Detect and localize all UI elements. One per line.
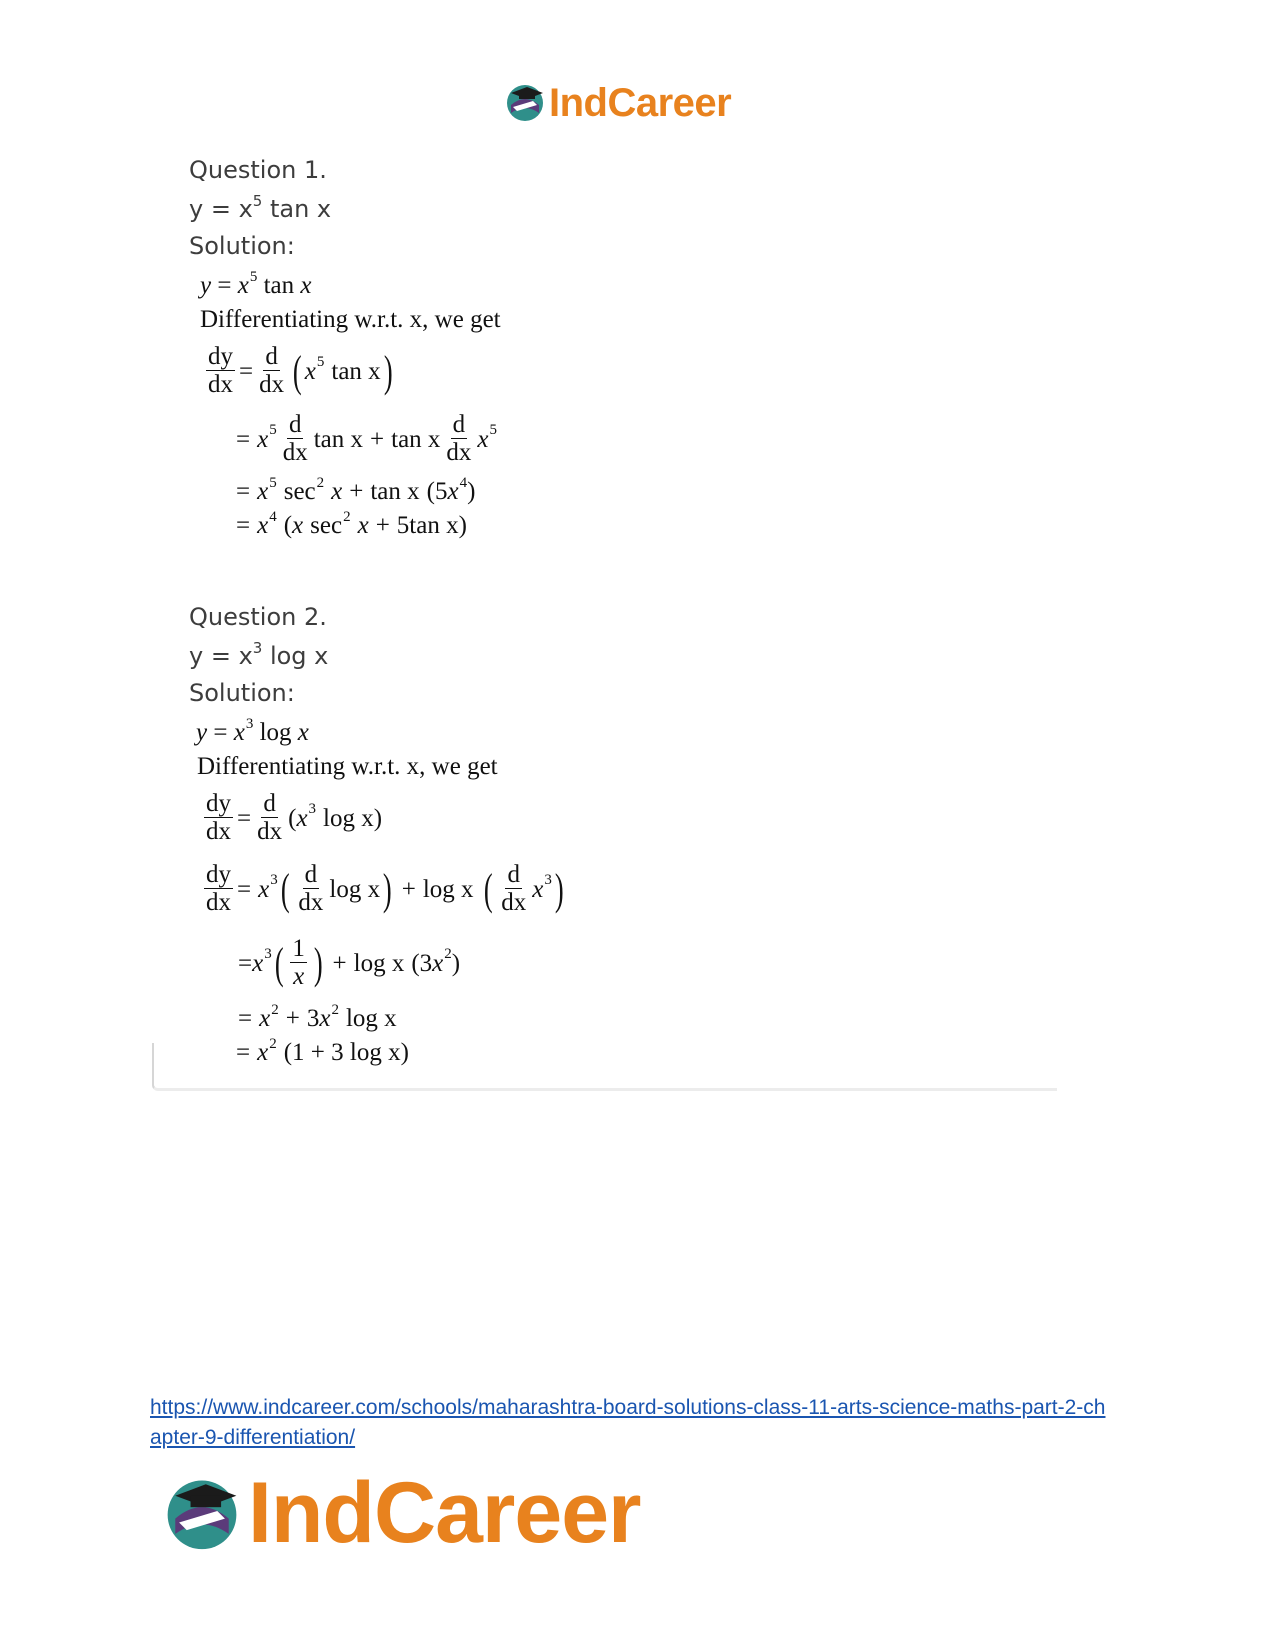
question-1-heading: Question 1. bbox=[189, 156, 327, 184]
var: x bbox=[292, 512, 304, 539]
num: dy bbox=[208, 343, 233, 370]
question-1-solution-label: Solution: bbox=[189, 232, 295, 260]
fraction-d-dx bbox=[281, 412, 310, 467]
var: x bbox=[432, 949, 444, 977]
var: x bbox=[237, 272, 249, 299]
den: dx bbox=[208, 371, 233, 398]
fraction-d-dx bbox=[257, 344, 286, 399]
paren: ( bbox=[280, 864, 290, 914]
exp: 5 bbox=[316, 354, 325, 370]
num: d bbox=[507, 861, 520, 888]
var: x bbox=[259, 1005, 271, 1032]
eq-sign: = bbox=[236, 478, 251, 505]
tan-x: tan x bbox=[313, 425, 364, 453]
exp: 3 bbox=[270, 872, 278, 888]
problem-exponent: 3 bbox=[252, 639, 263, 657]
exp: 4 bbox=[269, 508, 277, 525]
question-2-problem bbox=[189, 641, 328, 670]
q1-step-given: y = x $^5$ tan x bbox=[200, 268, 312, 299]
eq-sign: = bbox=[238, 949, 253, 977]
question-2-solution-label: Solution: bbox=[189, 679, 295, 707]
den: dx bbox=[282, 439, 308, 466]
log-x: log x bbox=[345, 1005, 397, 1032]
footer-logo bbox=[160, 1464, 641, 1561]
tan-x: tan x bbox=[331, 357, 381, 385]
den bbox=[291, 963, 306, 991]
paren: ) bbox=[313, 938, 323, 988]
eq-sign: = bbox=[237, 804, 252, 832]
brand-name: IndCareer bbox=[549, 80, 732, 125]
den: dx bbox=[206, 889, 231, 916]
fraction-dy-dx bbox=[204, 791, 233, 846]
num: d bbox=[263, 790, 276, 817]
eq-sign: = bbox=[239, 357, 254, 385]
exp: 4 bbox=[459, 474, 468, 491]
exp: 5 bbox=[269, 422, 277, 438]
log-x: log x bbox=[353, 949, 405, 977]
den: dx bbox=[257, 818, 283, 845]
exp: 2 bbox=[444, 946, 452, 962]
eq-sign: = bbox=[236, 512, 251, 539]
var: x bbox=[447, 478, 459, 505]
brand-name: IndCareer bbox=[248, 1464, 641, 1561]
den: dx bbox=[259, 371, 285, 398]
var: x bbox=[293, 963, 305, 990]
q2-diff-line: Differentiating w.r.t. x, we get bbox=[197, 753, 498, 780]
coef: 5 bbox=[434, 478, 448, 505]
exp: 2 bbox=[271, 1001, 279, 1018]
problem-exponent: 5 bbox=[252, 192, 263, 210]
q2-step-2 bbox=[200, 862, 566, 917]
q2-step-4 bbox=[238, 1001, 397, 1033]
num: dy bbox=[206, 861, 231, 888]
sec: sec bbox=[310, 512, 343, 539]
q1-step-1 bbox=[202, 344, 395, 399]
paren: ( bbox=[293, 346, 302, 396]
tan-x: tan x bbox=[391, 425, 441, 453]
exp: 2 bbox=[343, 508, 351, 525]
problem-text-tail: log x bbox=[262, 642, 329, 670]
fraction-d-dx bbox=[296, 862, 325, 917]
exp: 5 bbox=[489, 422, 498, 438]
var: x bbox=[304, 357, 316, 385]
den: dx bbox=[298, 889, 324, 916]
fraction-d-dx bbox=[444, 412, 473, 467]
var: x bbox=[357, 512, 369, 539]
question-2-heading: Question 2. bbox=[189, 603, 327, 631]
log-x: log x bbox=[329, 875, 381, 903]
var: x bbox=[477, 425, 489, 453]
fraction-d-dx bbox=[255, 791, 284, 846]
sec: sec bbox=[283, 478, 316, 505]
graduation-cap-book-globe-icon bbox=[503, 79, 547, 127]
num: dy bbox=[206, 790, 231, 817]
eq-sign: = bbox=[237, 875, 252, 903]
eq-sign: = bbox=[213, 719, 228, 746]
fraction-d-dx bbox=[499, 862, 528, 917]
den: dx bbox=[206, 818, 231, 845]
paren: ( bbox=[483, 864, 493, 914]
exp: 3 bbox=[264, 946, 272, 962]
den: dx bbox=[501, 889, 527, 916]
problem-text-tail: tan x bbox=[262, 195, 332, 223]
q1-step-2 bbox=[236, 412, 497, 467]
plus: + bbox=[375, 512, 390, 539]
q2-step-1: $\frac{dy}{dx}$ = $\frac{d}{dx}$ ( x $^3$ log x ) bbox=[206, 790, 383, 845]
var: x bbox=[252, 949, 264, 977]
q1-diff-line: Differentiating w.r.t. x, we get bbox=[200, 306, 501, 333]
graduation-cap-book-globe-icon bbox=[160, 1469, 244, 1557]
eq-sign: = bbox=[217, 272, 232, 299]
image-border bbox=[152, 1043, 1057, 1091]
paren: ) bbox=[554, 864, 564, 914]
plus: + bbox=[285, 1005, 300, 1032]
exp: 5 bbox=[269, 474, 277, 491]
coef: 3 bbox=[306, 1005, 320, 1032]
var: x bbox=[257, 425, 269, 453]
fraction-one-over-x bbox=[290, 936, 307, 991]
coef: 3 bbox=[419, 949, 433, 977]
var: x bbox=[257, 478, 269, 505]
num: d bbox=[304, 861, 318, 888]
var: x bbox=[319, 1005, 331, 1032]
exp: 2 bbox=[331, 1001, 339, 1018]
paren: ( bbox=[274, 938, 284, 988]
problem-text: y = x bbox=[189, 642, 253, 670]
exp: 5 bbox=[249, 268, 258, 285]
exp: 3 bbox=[544, 872, 552, 888]
exp: 3 bbox=[245, 715, 254, 732]
plus: + bbox=[349, 478, 364, 505]
one-plus-three-log-x: 1 + 3 log x bbox=[292, 1039, 401, 1066]
num: d bbox=[288, 411, 302, 438]
var: x bbox=[296, 804, 308, 832]
den: dx bbox=[446, 439, 472, 466]
eq-sign: = bbox=[238, 1005, 253, 1032]
q2-step-given: y = x $^3$ log x bbox=[196, 715, 309, 746]
five-tan-x: 5tan x bbox=[396, 512, 459, 539]
var: x bbox=[233, 719, 245, 746]
exp: 3 bbox=[308, 801, 317, 817]
var: x bbox=[297, 719, 309, 746]
q1-step-3: = x $^5$ sec $^2$ x + tan x ( 5 x $^4$ ) bbox=[236, 474, 476, 505]
log-x: log x bbox=[323, 804, 374, 832]
paren: ) bbox=[383, 346, 393, 396]
exp: 2 bbox=[269, 1035, 277, 1052]
question-1-problem bbox=[189, 194, 331, 223]
source-url-link[interactable]: https://www.indcareer.com/schools/maharashtra-board-solutions-class-11-arts-science-maths-part-2-chapter-9-differentiation/ bbox=[150, 1396, 1106, 1449]
tan-x: tan x bbox=[370, 478, 420, 505]
exp: 2 bbox=[316, 474, 325, 491]
problem-text: y = x bbox=[189, 195, 253, 223]
var: x bbox=[257, 1039, 269, 1066]
var: x bbox=[300, 272, 312, 299]
eq-sign: = bbox=[236, 1039, 251, 1066]
var: x bbox=[532, 875, 544, 903]
eq-sign: = bbox=[236, 425, 251, 453]
plus: + bbox=[370, 425, 385, 453]
fraction-dy-dx bbox=[206, 344, 235, 399]
q1-step-4: = x $^4$ ( x sec $^2$ x + 5tan x ) bbox=[236, 508, 467, 539]
plus: + bbox=[401, 875, 416, 903]
var: x bbox=[331, 478, 343, 505]
header-logo bbox=[503, 78, 731, 128]
fraction-dy-dx bbox=[204, 862, 233, 917]
plus: + bbox=[332, 949, 347, 977]
var: x bbox=[258, 875, 270, 903]
q2-step-5: = x $^2$ ( 1 + 3 log x ) bbox=[236, 1035, 409, 1066]
num: d bbox=[452, 411, 466, 438]
num: d bbox=[265, 343, 278, 370]
paren: ) bbox=[383, 864, 392, 914]
num: 1 bbox=[292, 935, 305, 962]
log-x: log x bbox=[422, 875, 474, 903]
var: x bbox=[257, 512, 269, 539]
q2-step-3: = x $^3$ ( $\frac{1}{x}$ ) + log x ( 3 x $^2$ ) bbox=[238, 935, 461, 990]
